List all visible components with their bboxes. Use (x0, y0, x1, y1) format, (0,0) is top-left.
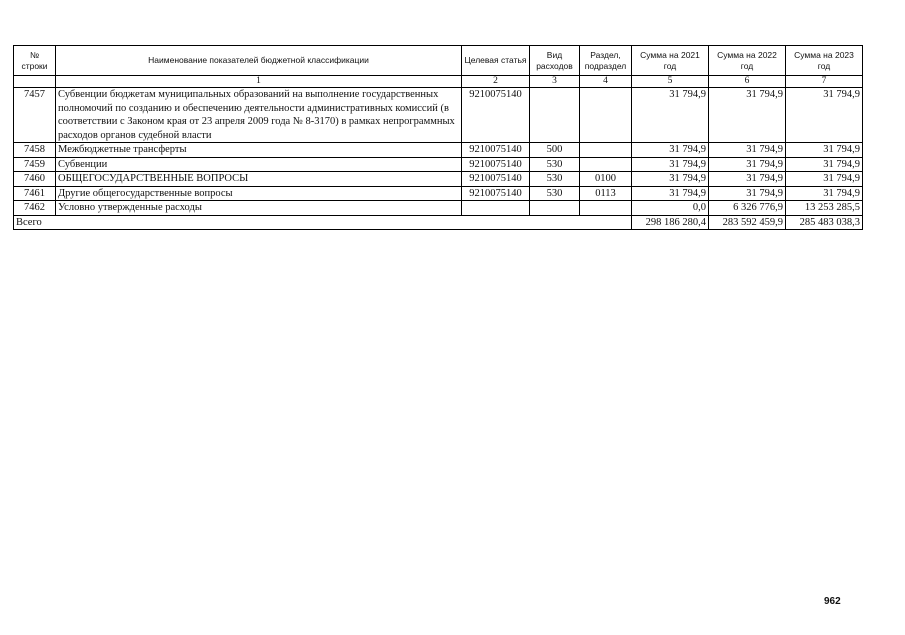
header-target: Целевая статья (462, 46, 530, 76)
table-row (14, 201, 863, 216)
column-index: 6 (709, 76, 786, 88)
header-expense-type: Вид расходов (530, 46, 580, 76)
row-name: Межбюджетные трансферты (56, 143, 462, 158)
header-section: Раздел, подраздел (580, 46, 632, 76)
row-target: 9210075140 (462, 143, 530, 158)
row-section (580, 157, 632, 172)
row-sum-2023: 31 794,9 (786, 88, 863, 143)
row-sum-2022: 6 326 776,9 (709, 201, 786, 216)
table-row (14, 186, 863, 201)
table-row (14, 157, 863, 172)
header-row-no: № строки (14, 46, 56, 76)
header-name: Наименование показателей бюджетной классификации (56, 46, 462, 76)
row-sum-2023: 31 794,9 (786, 186, 863, 201)
row-expense-type: 530 (530, 157, 580, 172)
row-sum-2023: 31 794,9 (786, 143, 863, 158)
column-index: 2 (462, 76, 530, 88)
row-sum-2023: 31 794,9 (786, 157, 863, 172)
header-sum-2023: Сумма на 2023 год (786, 46, 863, 76)
row-section (580, 201, 632, 216)
row-sum-2022: 31 794,9 (709, 172, 786, 187)
row-expense-type (530, 88, 580, 143)
table-row (14, 172, 863, 187)
row-target: 9210075140 (462, 88, 530, 143)
row-number: 7461 (14, 186, 56, 201)
total-sum-2023: 285 483 038,3 (786, 215, 863, 230)
row-number: 7458 (14, 143, 56, 158)
row-section (580, 143, 632, 158)
column-index: 4 (580, 76, 632, 88)
table-header-row (14, 46, 863, 76)
row-sum-2023: 13 253 285,5 (786, 201, 863, 216)
row-number: 7462 (14, 201, 56, 216)
row-target: 9210075140 (462, 186, 530, 201)
row-sum-2021: 31 794,9 (632, 157, 709, 172)
row-sum-2022: 31 794,9 (709, 88, 786, 143)
total-label: Всего (14, 215, 632, 230)
row-expense-type: 530 (530, 186, 580, 201)
column-index: 1 (56, 76, 462, 88)
row-target: 9210075140 (462, 172, 530, 187)
row-name: Другие общегосударственные вопросы (56, 186, 462, 201)
table-row (14, 143, 863, 158)
row-number: 7459 (14, 157, 56, 172)
row-sum-2021: 0,0 (632, 201, 709, 216)
row-target: 9210075140 (462, 157, 530, 172)
row-section: 0113 (580, 186, 632, 201)
row-number: 7460 (14, 172, 56, 187)
row-sum-2022: 31 794,9 (709, 157, 786, 172)
total-sum-2021: 298 186 280,4 (632, 215, 709, 230)
header-sum-2022: Сумма на 2022 год (709, 46, 786, 76)
header-sum-2021: Сумма на 2021 год (632, 46, 709, 76)
table-row (14, 88, 863, 143)
row-sum-2021: 31 794,9 (632, 143, 709, 158)
total-row (14, 215, 863, 230)
row-sum-2023: 31 794,9 (786, 172, 863, 187)
row-sum-2021: 31 794,9 (632, 186, 709, 201)
row-sum-2021: 31 794,9 (632, 88, 709, 143)
row-number: 7457 (14, 88, 56, 143)
total-sum-2022: 283 592 459,9 (709, 215, 786, 230)
column-index (14, 76, 56, 88)
row-sum-2022: 31 794,9 (709, 143, 786, 158)
row-name: Субвенции (56, 157, 462, 172)
column-index: 3 (530, 76, 580, 88)
page-number: 962 (824, 596, 841, 607)
row-name: ОБЩЕГОСУДАРСТВЕННЫЕ ВОПРОСЫ (56, 172, 462, 187)
row-section: 0100 (580, 172, 632, 187)
column-index: 5 (632, 76, 709, 88)
row-sum-2021: 31 794,9 (632, 172, 709, 187)
row-section (580, 88, 632, 143)
row-sum-2022: 31 794,9 (709, 186, 786, 201)
budget-table (13, 45, 863, 230)
row-expense-type: 500 (530, 143, 580, 158)
column-index-row (14, 76, 863, 88)
row-target (462, 201, 530, 216)
column-index: 7 (786, 76, 863, 88)
row-expense-type: 530 (530, 172, 580, 187)
row-expense-type (530, 201, 580, 216)
row-name: Условно утвержденные расходы (56, 201, 462, 216)
row-name: Субвенции бюджетам муниципальных образований на выполнение государственных полномочий по созданию и обеспечению деятельности административных комиссий (в соответствии с Законом края от 23 апреля 2009 года № 8-3170) в рамках непрограммных расходов органов судебной власти (56, 88, 462, 143)
